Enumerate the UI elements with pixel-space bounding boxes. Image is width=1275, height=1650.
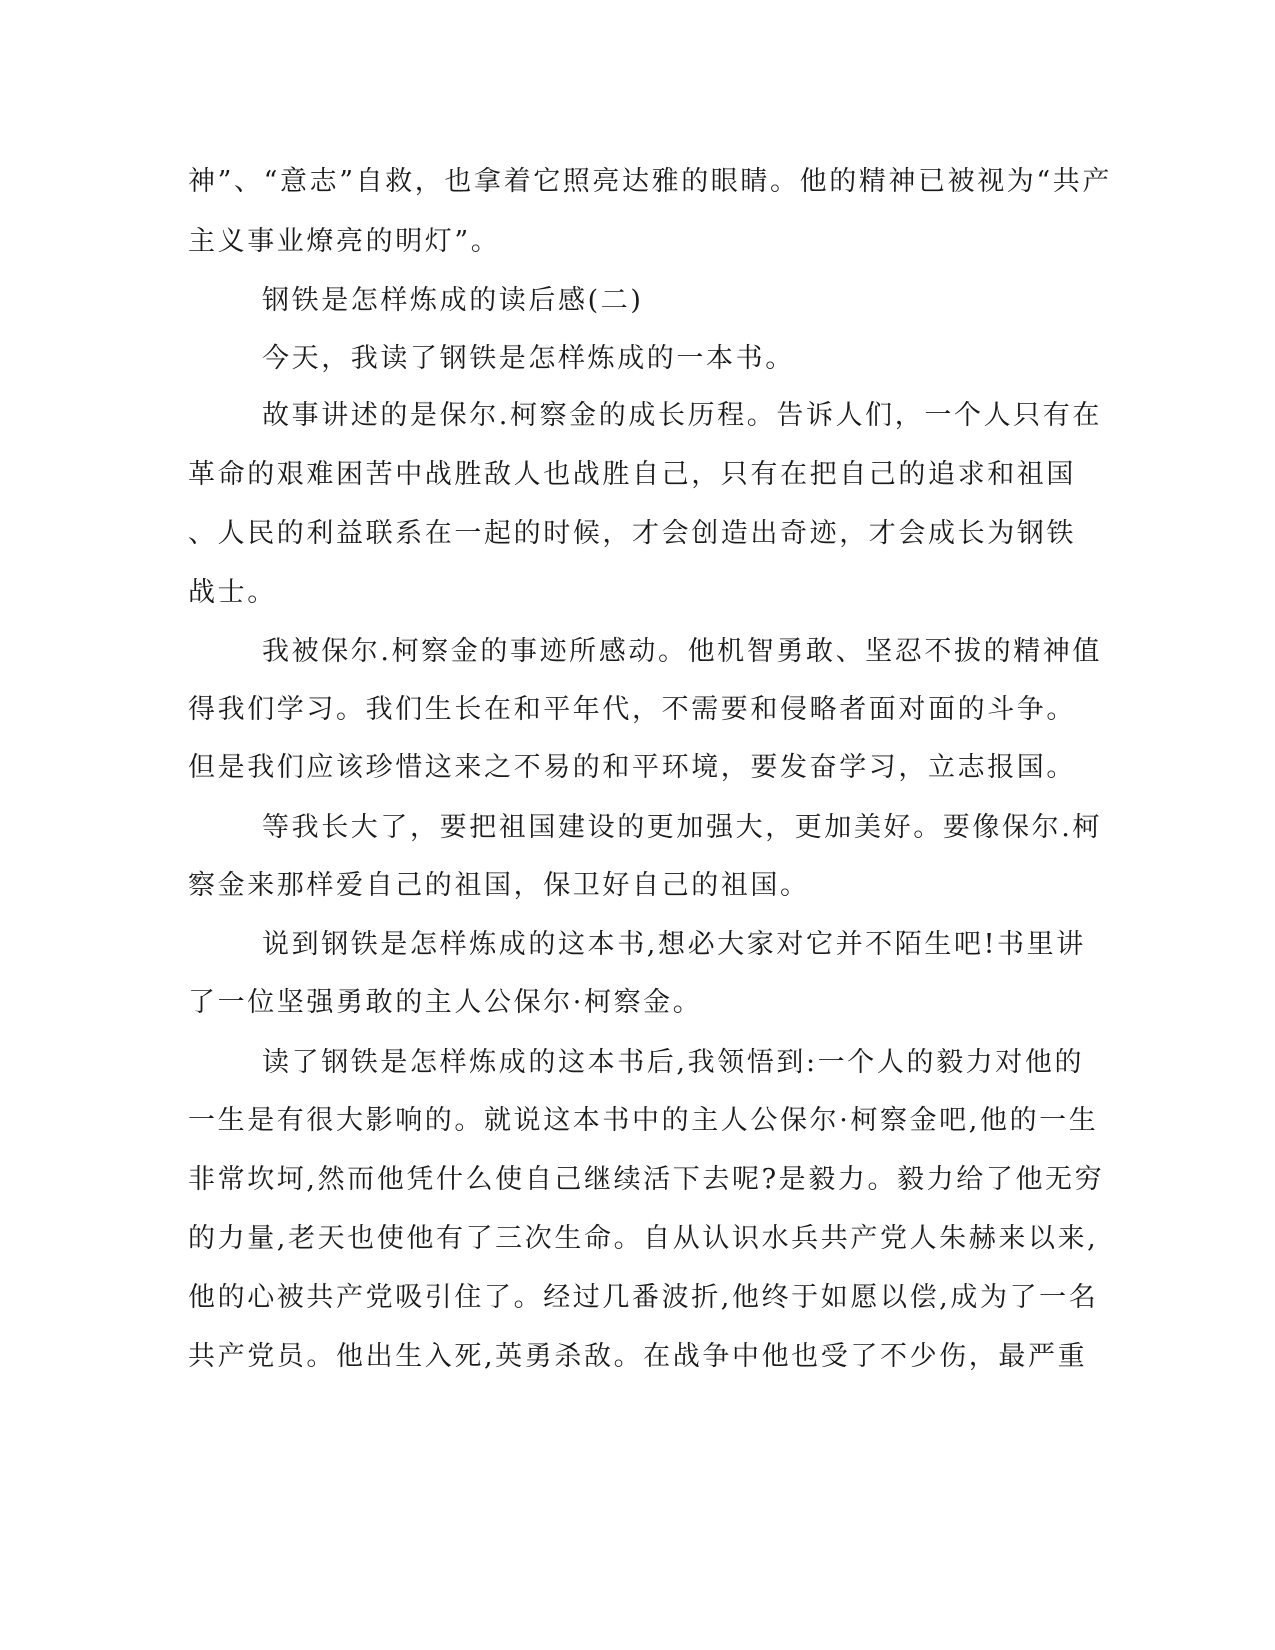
text-line: 故事讲述的是保尔.柯察金的成长历程。告诉人们，一个人只有在 [262, 400, 1102, 431]
text-line: 一生是有很大影响的。就说这本书中的主人公保尔·柯察金吧,他的一生 [188, 1105, 1099, 1136]
text-line: 得我们学习。我们生长在和平年代，不需要和侵略者面对面的斗争。 [188, 694, 1076, 725]
text-line: 革命的艰难困苦中战胜敌人也战胜自己，只有在把自己的追求和祖国 [188, 459, 1076, 490]
text-line: 共产党员。他出生入死,英勇杀敌。在战争中他也受了不少伤，最严重 [188, 1341, 1088, 1372]
text-line: 的力量,老天也使他有了三次生命。自从认识水兵共产党人朱赫来以来, [188, 1223, 1099, 1254]
text-line: 非常坎坷,然而他凭什么使自己继续活下去呢?是毅力。毅力给了他无穷 [188, 1164, 1105, 1195]
text-line: 今天，我读了钢铁是怎样炼成的一本书。 [262, 343, 795, 374]
text-line: 读了钢铁是怎样炼成的这本书后,我领悟到:一个人的毅力对他的 [262, 1047, 1085, 1078]
text-line: 等我长大了，要把祖国建设的更加强大，更加美好。要像保尔.柯 [262, 812, 1102, 843]
text-line: 神”、“意志”自救，也拿着它照亮达雅的眼睛。他的精神已被视为“共产 [188, 166, 1113, 197]
text-line: 主义事业燎亮的明灯”。 [188, 226, 501, 257]
text-line: 了一位坚强勇敢的主人公保尔·柯察金。 [188, 987, 703, 1018]
text-line: 但是我们应该珍惜这来之不易的和平环境，要发奋学习，立志报国。 [188, 752, 1076, 783]
text-line: 我被保尔.柯察金的事迹所感动。他机智勇敢、坚忍不拔的精神值 [262, 636, 1102, 667]
text-line: 战士。 [188, 577, 277, 608]
text-line: 察金来那样爱自己的祖国，保卫好自己的祖国。 [188, 870, 810, 901]
text-line: 他的心被共产党吸引住了。经过几番波折,他终于如愿以偿,成为了一名 [188, 1282, 1099, 1313]
text-line: 说到钢铁是怎样炼成的这本书,想必大家对它并不陌生吧!书里讲 [262, 929, 1086, 960]
text-line: 、人民的利益联系在一起的时候，才会创造出奇迹，才会成长为钢铁 [188, 518, 1076, 549]
section-heading: 钢铁是怎样炼成的读后感(二) [262, 285, 644, 316]
